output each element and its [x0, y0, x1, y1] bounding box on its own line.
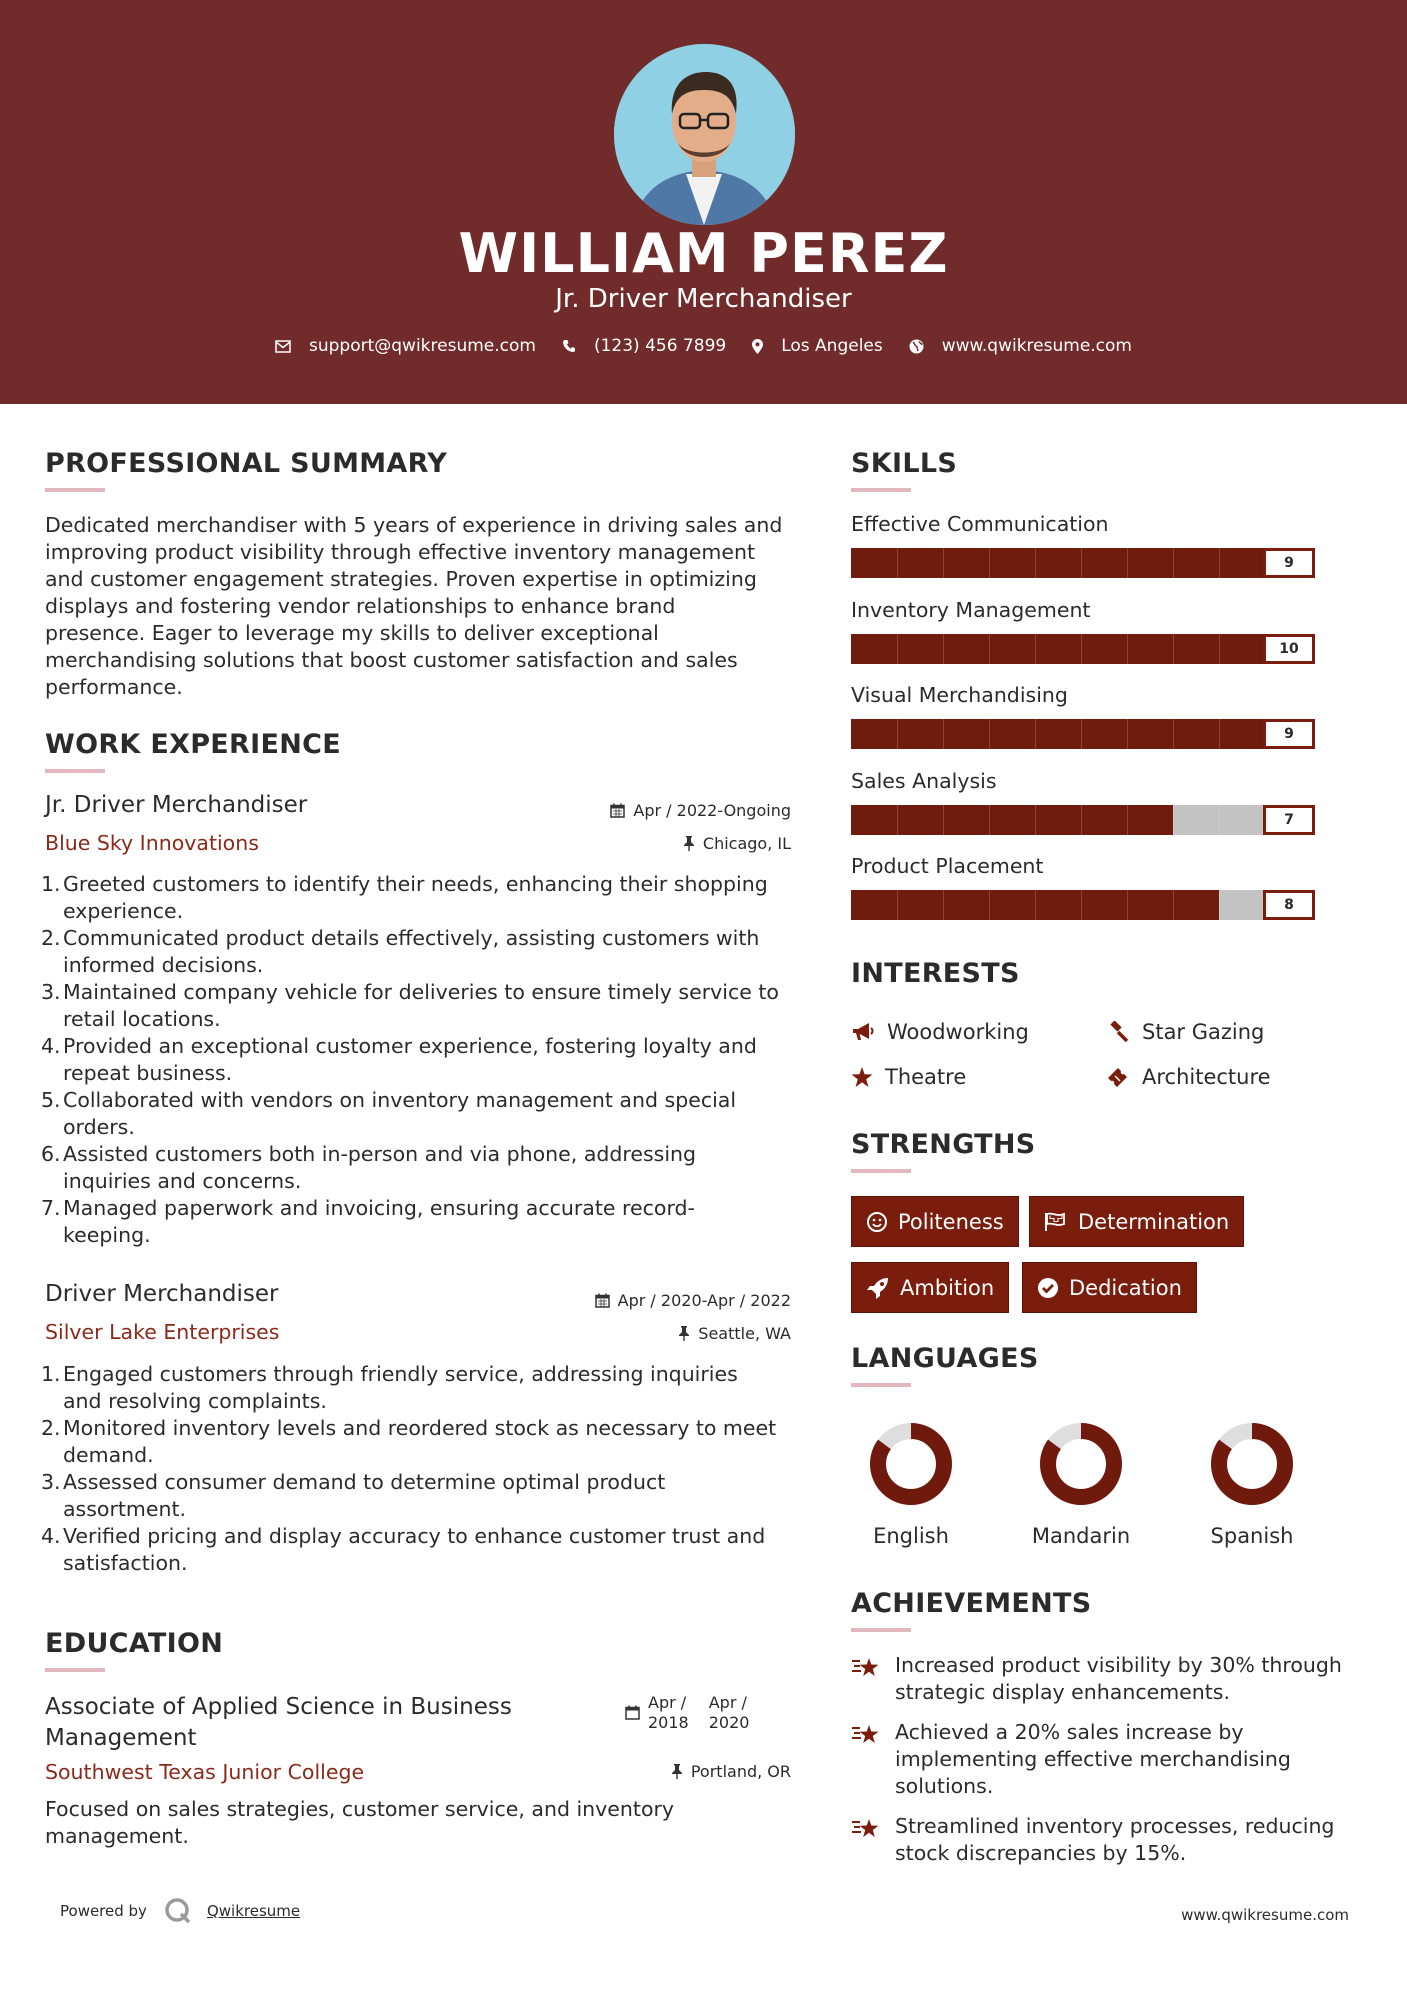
strength-dedication: [1022, 1262, 1197, 1313]
skill-segment-divider: [989, 719, 990, 749]
profile-photo: [614, 44, 795, 225]
contact-location: [752, 336, 883, 356]
skill-segment-divider: [1081, 634, 1082, 664]
list-line: Maintained company vehicle for deliveries to ensure timely service to: [63, 980, 779, 1004]
list-line: keeping.: [63, 1223, 151, 1247]
qwikresume-logo-icon: [163, 1896, 193, 1926]
skill-level-bar: [851, 890, 1311, 920]
list-number: 3.: [41, 980, 61, 1004]
summary-line: improving product visibility through effective inventory management: [45, 540, 755, 564]
skill-segment-divider: [897, 805, 898, 835]
skill-segment-divider: [1035, 548, 1036, 578]
summary-line: and customer engagement strategies. Proven expertise in optimizing: [45, 567, 757, 591]
skill-segment-divider: [1081, 548, 1082, 578]
achievement-item: [851, 1652, 1342, 1706]
list-number: 2.: [41, 1416, 61, 1440]
skill-segment-divider: [1219, 548, 1220, 578]
skill-segment-divider: [1127, 719, 1128, 749]
list-line: demand.: [63, 1443, 154, 1467]
list-line: Assessed consumer demand to determine optimal product: [63, 1470, 666, 1494]
pin-icon: [678, 1326, 690, 1341]
skill-level-bar: [851, 548, 1311, 578]
list-line: Assisted customers both in-person and via phone, addressing: [63, 1142, 697, 1166]
strength-label: Ambition: [900, 1275, 995, 1300]
shooting-star-icon: [851, 1816, 883, 1842]
list-number: 4.: [41, 1524, 61, 1548]
interest-label: Star Gazing: [1142, 1020, 1265, 1044]
footer-powered-by: [60, 1896, 300, 1926]
skill-segment-divider: [1035, 634, 1036, 664]
skill-segment-divider: [1127, 548, 1128, 578]
education-location: [500, 1762, 791, 1781]
skill-segment-divider: [1127, 634, 1128, 664]
pin-icon: [683, 836, 695, 851]
map-marker-icon: [752, 339, 763, 354]
achievements-heading: ACHIEVEMENTS: [851, 1588, 1092, 1619]
check-circle-icon: [1037, 1277, 1059, 1299]
job-date-text: Apr / 2022-Ongoing: [633, 801, 791, 820]
education-description: [45, 1796, 805, 1850]
list-item: [41, 1195, 805, 1249]
achievement-line: Increased product visibility by 30% through: [895, 1653, 1342, 1677]
education-line: management.: [45, 1824, 189, 1848]
skill-segment-divider: [1127, 890, 1128, 920]
degree-line: Management: [45, 1725, 197, 1751]
skill-segment-divider: [989, 548, 990, 578]
envelope-icon: [275, 340, 291, 353]
candidate-title: Jr. Driver Merchandiser: [555, 284, 852, 314]
skill-level-value: 9: [1263, 719, 1315, 749]
skill-segment-divider: [897, 548, 898, 578]
language-name: Mandarin: [1031, 1524, 1131, 1548]
contact-bar: [0, 336, 1407, 356]
achievement-line: implementing effective merchandising: [895, 1747, 1291, 1771]
job-company: Blue Sky Innovations: [45, 831, 259, 855]
list-line: and resolving complaints.: [63, 1389, 327, 1413]
achievement-text: [895, 1652, 1342, 1706]
education-underline: [45, 1668, 105, 1672]
job-location: [500, 834, 791, 853]
job-bullets: [41, 871, 805, 1249]
strengths-heading: STRENGTHS: [851, 1129, 1036, 1160]
shooting-star-icon: [851, 1722, 883, 1748]
education-start-year: 2018: [648, 1713, 689, 1732]
summary-line: displays and fostering vendor relationships to enhance brand: [45, 594, 676, 618]
skill-segment-divider: [897, 890, 898, 920]
skill-level-fill: [851, 719, 1265, 749]
list-line: repeat business.: [63, 1061, 233, 1085]
skill-segment-divider: [1219, 634, 1220, 664]
list-number: 1.: [41, 872, 61, 896]
list-item: [41, 1033, 805, 1087]
education-start: [648, 1693, 689, 1733]
list-line: Communicated product details effectively, assisting customers with: [63, 926, 760, 950]
contact-website[interactable]: [909, 336, 1132, 356]
language-name: English: [873, 1524, 949, 1548]
contact-email[interactable]: [275, 336, 536, 356]
skill-segment-divider: [1173, 719, 1174, 749]
achievement-item: [851, 1719, 1291, 1800]
job-location-text: Seattle, WA: [698, 1324, 791, 1343]
achievement-line: Streamlined inventory processes, reducing: [895, 1814, 1335, 1838]
skill-segment-divider: [1081, 805, 1082, 835]
skill-segment-divider: [989, 634, 990, 664]
strength-ambition: [851, 1262, 1009, 1313]
skill-segment-divider: [943, 719, 944, 749]
skill-level-fill: [851, 548, 1265, 578]
language-donut: [1202, 1414, 1302, 1514]
skill-name: Product Placement: [851, 854, 1044, 878]
contact-website-text: www.qwikresume.com: [941, 336, 1132, 356]
bullhorn-icon: [851, 1022, 875, 1042]
skill-level-bar: [851, 634, 1311, 664]
degree-line: Associate of Applied Science in Business: [45, 1694, 512, 1720]
achievements-underline: [851, 1628, 911, 1632]
list-line: assortment.: [63, 1497, 187, 1521]
list-number: 2.: [41, 926, 61, 950]
job-bullets: [41, 1361, 805, 1577]
list-line: Verified pricing and display accuracy to enhance customer trust and: [63, 1524, 766, 1548]
skill-segment-divider: [943, 548, 944, 578]
skill-level-value: 9: [1263, 548, 1315, 578]
interest-label: Woodworking: [887, 1020, 1029, 1044]
skill-segment-divider: [1173, 890, 1174, 920]
skill-segment-divider: [1173, 805, 1174, 835]
job-company: Silver Lake Enterprises: [45, 1320, 280, 1344]
skill-name: Visual Merchandising: [851, 683, 1068, 707]
summary-line: merchandising solutions that boost customer satisfaction and sales: [45, 648, 738, 672]
globe-icon: [909, 339, 924, 354]
calendar-icon: [610, 803, 625, 818]
skill-segment-divider: [943, 890, 944, 920]
skill-segment-divider: [1081, 719, 1082, 749]
education-end: [709, 1693, 750, 1733]
job-location-text: Chicago, IL: [702, 834, 791, 853]
summary-text: [45, 512, 805, 701]
list-item: [41, 1469, 805, 1523]
skill-segment-divider: [989, 890, 990, 920]
skill-name: Sales Analysis: [851, 768, 997, 793]
contact-email-text: support@qwikresume.com: [309, 336, 536, 356]
skill-level-value: 7: [1263, 805, 1315, 835]
job-date: [500, 1291, 791, 1310]
list-line: Provided an exceptional customer experience, fostering loyalty and: [63, 1034, 757, 1058]
strength-politeness: [851, 1196, 1019, 1247]
contact-phone[interactable]: [562, 336, 726, 356]
interests-heading: INTERESTS: [851, 958, 1020, 989]
list-number: 7.: [41, 1196, 61, 1220]
strength-label: Dedication: [1069, 1275, 1182, 1300]
degree-title: [45, 1692, 512, 1754]
education-start-month: Apr /: [648, 1693, 687, 1712]
education-end-year: 2020: [708, 1713, 750, 1732]
interest-label: Theatre: [885, 1065, 967, 1089]
interest-item: [851, 1065, 966, 1089]
skill-segment-divider: [1035, 890, 1036, 920]
list-number: 5.: [41, 1088, 61, 1112]
achievement-line: Achieved a 20% sales increase by: [895, 1720, 1244, 1744]
job-date-text: Apr / 2020-Apr / 2022: [617, 1291, 791, 1310]
footer-site[interactable]: www.qwikresume.com: [1181, 1906, 1349, 1924]
gavel-icon: [1106, 1021, 1130, 1043]
candidate-name: WILLIAM PEREZ: [458, 222, 949, 285]
skill-segment-divider: [1035, 805, 1036, 835]
languages-underline: [851, 1383, 911, 1387]
summary-underline: [45, 488, 105, 492]
strengths-underline: [851, 1169, 911, 1173]
list-item: [41, 1087, 805, 1141]
skill-segment-divider: [897, 719, 898, 749]
list-line: Managed paperwork and invoicing, ensuring accurate record-: [63, 1196, 695, 1220]
skill-segment-divider: [989, 805, 990, 835]
education-heading: EDUCATION: [45, 1628, 224, 1659]
skill-segment-divider: [1219, 719, 1220, 749]
achievement-item: [851, 1813, 1334, 1867]
phone-icon: [562, 339, 576, 353]
skills-heading: SKILLS: [851, 448, 958, 479]
summary-heading: PROFESSIONAL SUMMARY: [45, 448, 448, 479]
powered-by-text: Powered by: [60, 1902, 147, 1920]
skill-segment-divider: [1219, 805, 1220, 835]
skill-level-value: 10: [1263, 634, 1315, 664]
interest-item: [1106, 1020, 1264, 1044]
list-item: [41, 925, 805, 979]
list-line: Monitored inventory levels and reordered stock as necessary to meet: [63, 1416, 777, 1440]
contact-location-text: Los Angeles: [781, 336, 883, 356]
smile-icon: [866, 1211, 888, 1233]
skill-segment-divider: [1219, 890, 1220, 920]
header-banner: [0, 0, 1407, 404]
list-line: informed decisions.: [63, 953, 264, 977]
pin-icon: [671, 1764, 683, 1779]
contact-phone-text: (123) 456 7899: [593, 336, 727, 356]
education-line: Focused on sales strategies, customer service, and inventory: [45, 1797, 675, 1821]
education-school: Southwest Texas Junior College: [45, 1760, 365, 1784]
list-number: 3.: [41, 1470, 61, 1494]
calendar-icon: [595, 1293, 610, 1308]
star-icon: [851, 1067, 873, 1088]
shooting-star-icon: [851, 1655, 883, 1681]
job-location: [500, 1324, 791, 1343]
list-line: Collaborated with vendors on inventory management and special: [63, 1088, 737, 1112]
skill-segment-divider: [897, 634, 898, 664]
skill-segment-divider: [1081, 890, 1082, 920]
ticket-icon: [1106, 1066, 1130, 1088]
strength-label: Politeness: [898, 1209, 1004, 1234]
job-date: [500, 801, 791, 820]
skill-segment-divider: [943, 805, 944, 835]
skills-underline: [851, 488, 911, 492]
languages-heading: LANGUAGES: [851, 1343, 1039, 1374]
summary-line: Dedicated merchandiser with 5 years of experience in driving sales and: [45, 513, 783, 537]
achievement-line: stock discrepancies by 15%.: [895, 1841, 1187, 1865]
interest-label: Architecture: [1142, 1065, 1271, 1089]
list-item: [41, 1361, 805, 1415]
experience-underline: [45, 769, 105, 773]
skill-level-fill: [851, 805, 1173, 835]
language-donut: [1031, 1414, 1131, 1514]
rocket-icon: [866, 1276, 890, 1300]
list-item: [41, 1523, 805, 1577]
language-name: Spanish: [1210, 1524, 1294, 1548]
skill-level-bar: [851, 719, 1311, 749]
achievement-line: strategic display enhancements.: [895, 1680, 1231, 1704]
achievement-text: [895, 1813, 1334, 1867]
summary-line: presence. Eager to leverage my skills to deliver exceptional: [45, 621, 659, 645]
language-donut: [861, 1414, 961, 1514]
education-dates: [625, 1693, 791, 1733]
list-number: 4.: [41, 1034, 61, 1058]
list-item: [41, 1141, 805, 1195]
skill-segment-divider: [1173, 634, 1174, 664]
list-line: Greeted customers to identify their needs, enhancing their shopping: [63, 872, 768, 896]
list-line: experience.: [63, 899, 184, 923]
skill-level-bar: [851, 805, 1311, 835]
list-item: [41, 979, 805, 1033]
flag-icon: [1044, 1212, 1068, 1232]
job-title: Driver Merchandiser: [45, 1281, 279, 1307]
list-item: [41, 1415, 805, 1469]
strength-label: Determination: [1078, 1209, 1230, 1234]
list-line: orders.: [63, 1115, 135, 1139]
achievement-text: [895, 1719, 1291, 1800]
interest-item: [1106, 1065, 1271, 1089]
list-line: inquiries and concerns.: [63, 1169, 302, 1193]
list-line: satisfaction.: [63, 1551, 188, 1575]
achievement-line: solutions.: [895, 1774, 994, 1798]
list-line: Engaged customers through friendly service, addressing inquiries: [63, 1362, 738, 1386]
skill-name: Effective Communication: [851, 512, 1109, 536]
skill-segment-divider: [943, 634, 944, 664]
calendar-icon: [625, 1705, 640, 1720]
education-location-text: Portland, OR: [690, 1762, 791, 1781]
strength-determination: [1029, 1196, 1244, 1247]
list-item: [41, 871, 805, 925]
list-line: retail locations.: [63, 1007, 221, 1031]
interest-item: [851, 1020, 1029, 1044]
list-number: 1.: [41, 1362, 61, 1386]
skill-level-value: 8: [1263, 890, 1315, 920]
skill-segment-divider: [1035, 719, 1036, 749]
skill-segment-divider: [1173, 548, 1174, 578]
education-end-month: Apr /: [708, 1693, 747, 1712]
summary-line: performance.: [45, 675, 183, 699]
list-number: 6.: [41, 1142, 61, 1166]
footer-brand-link[interactable]: Qwikresume: [206, 1902, 301, 1920]
skill-segment-divider: [1127, 805, 1128, 835]
experience-heading: WORK EXPERIENCE: [45, 729, 341, 760]
skill-name: Inventory Management: [851, 597, 1091, 622]
job-title: Jr. Driver Merchandiser: [45, 792, 308, 818]
